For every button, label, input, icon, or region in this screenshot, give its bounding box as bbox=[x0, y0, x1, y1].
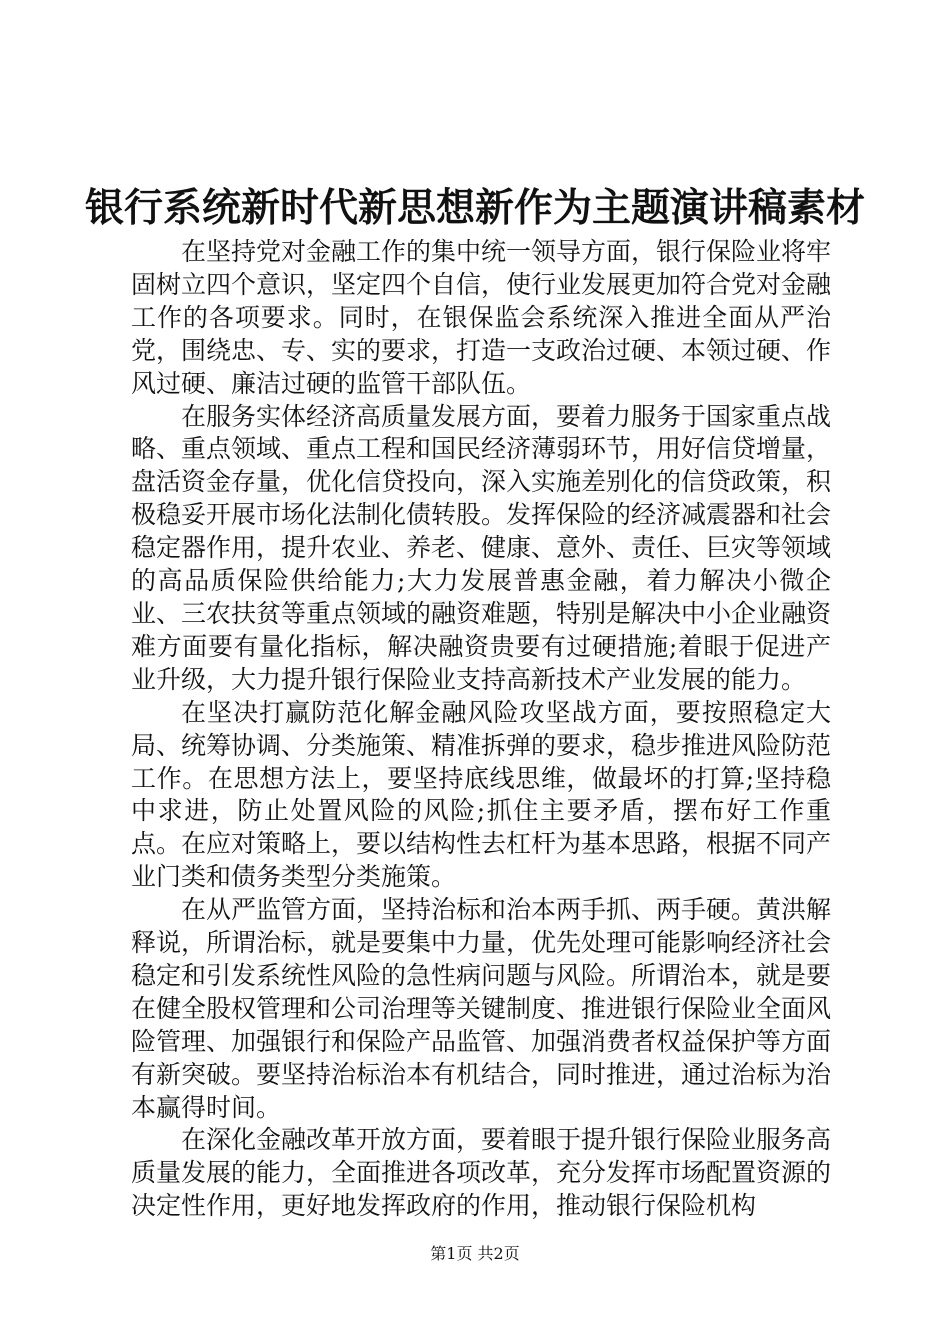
document-title: 银行系统新时代新思想新作为主题演讲稿素材 bbox=[84, 185, 865, 231]
paragraph-3: 在坚决打赢防范化解金融风险攻坚战方面，要按照稳定大局、统筹协调、分类施策、精准拆弹的要求，稳步推进风险防范工作。在思想方法上，要坚持底线思维，做最坏的打算;坚持稳中求进，防止处置风险的风险;抓住主要矛盾，摆布好工作重点。在应对策略上，要以结构性去杠杆为基本思路，根据不同产业门类和债务类型分类施策。 bbox=[131, 697, 832, 892]
paragraph-2: 在服务实体经济高质量发展方面，要着力服务于国家重点战略、重点领域、重点工程和国民经济薄弱环节，用好信贷增量，盘活资金存量，优化信贷投向，深入实施差别化的信贷政策，积极稳妥开展市场化法制化债转股。发挥保险的经济减震器和社会稳定器作用，提升农业、养老、健康、意外、责任、巨灾等领域的高品质保险供给能力;大力发展普惠金融，着力解决小微企业、三农扶贫等重点领域的融资难题，特别是解决中小企业融资难方面要有量化指标，解决融资贵要有过硬措施;着眼于促进产业升级，大力提升银行保险业支持高新技术产业发展的能力。 bbox=[131, 401, 832, 694]
page-footer: 第1页 共2页 bbox=[430, 1244, 520, 1263]
paragraph-5: 在深化金融改革开放方面，要着眼于提升银行保险业服务高质量发展的能力，全面推进各项改革，充分发挥市场配置资源的决定性作用，更好地发挥政府的作用，推动银行保险机构 bbox=[131, 1125, 832, 1221]
paragraph-4: 在从严监管方面，坚持治标和治本两手抓、两手硬。黄洪解释说，所谓治标，就是要集中力量，优先处理可能影响经济社会稳定和引发系统性风险的急性病问题与风险。所谓治本，就是要在健全股权管理和公司治理等关键制度、推进银行保险业全面风险管理、加强银行和保险产品监管、加强消费者权益保护等方面有新突破。要坚持治标治本有机结合，同时推进，通过治标为治本赢得时间。 bbox=[131, 895, 832, 1122]
paragraph-1: 在坚持党对金融工作的集中统一领导方面，银行保险业将牢固树立四个意识，坚定四个自信，使行业发展更加符合党对金融工作的各项要求。同时，在银保监会系统深入推进全面从严治党，围绕忠、专、实的要求，打造一支政治过硬、本领过硬、作风过硬、廉洁过硬的监管干部队伍。 bbox=[131, 237, 832, 398]
document-body bbox=[131, 236, 831, 1223]
